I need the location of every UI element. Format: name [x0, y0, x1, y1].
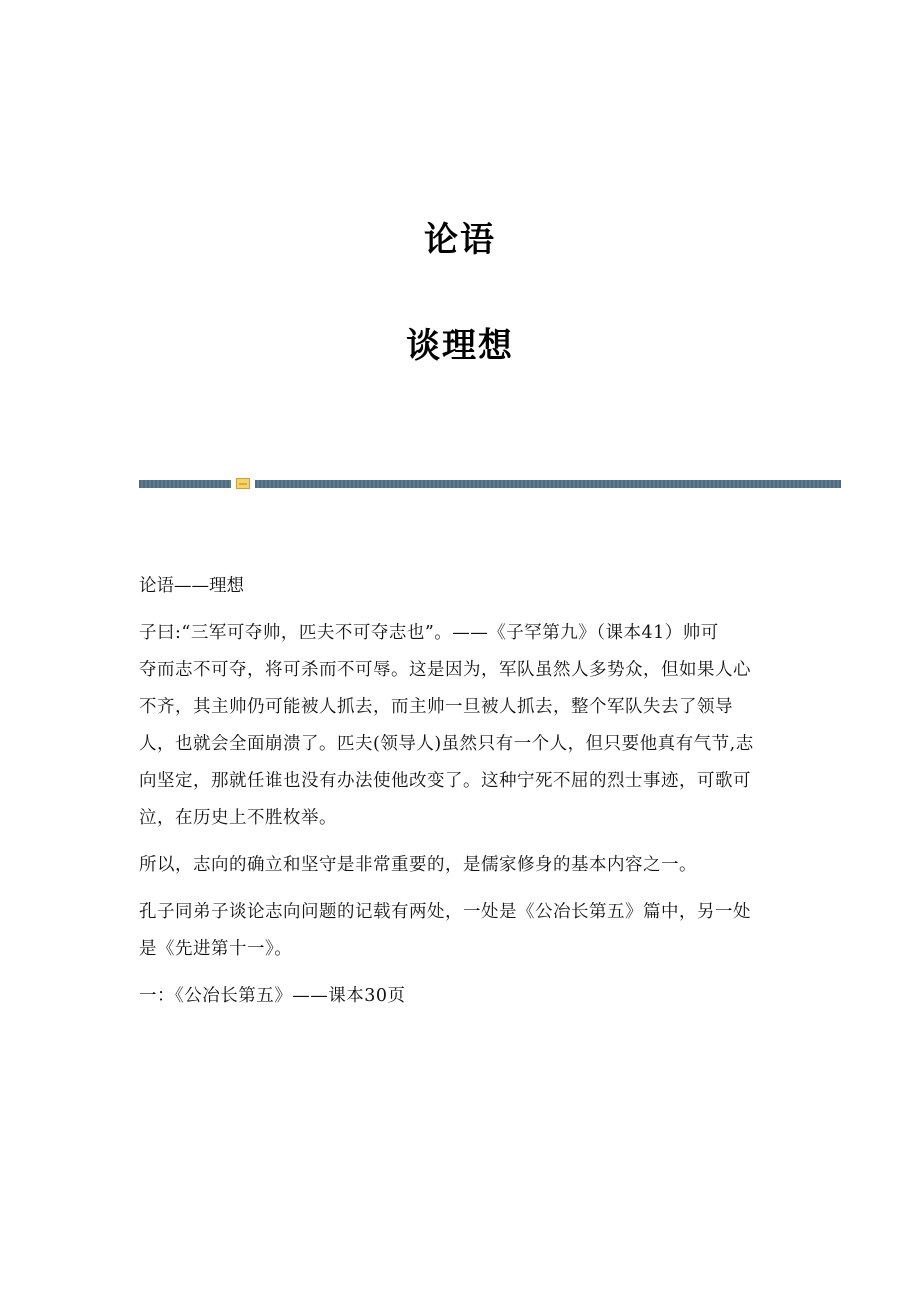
- divider-ornament-icon: [236, 478, 250, 489]
- paragraph-line: 向坚定，那就任谁也没有办法使他改变了。这种宁死不屈的烈士事迹，可歌可: [139, 771, 751, 791]
- divider-bar-right: [255, 480, 841, 488]
- paragraph-line: 子曰:“三军可夺帅，匹夫不可夺志也”。——《子罕第九》（课本41）帅可: [139, 623, 719, 643]
- paragraph-line: 泣，在历史上不胜枚举。: [139, 808, 337, 828]
- paragraph-4: [139, 978, 779, 1015]
- paragraph-line: 是《先进第十一》。: [139, 939, 293, 959]
- paragraph-line: 所以，志向的确立和坚守是非常重要的，是儒家修身的基本内容之一。: [139, 855, 697, 875]
- page-subtitle: 谈理想: [406, 326, 514, 366]
- page-title: 论语: [424, 220, 496, 260]
- paragraph-line: 一：《公冶长第五》——课本30页: [139, 986, 406, 1006]
- paragraph-line: 不齐，其主帅仍可能被人抓去，而主帅一旦被人抓去，整个军队失去了领导: [139, 697, 733, 717]
- decorative-divider: [139, 478, 841, 490]
- paragraph-line: 人，也就会全面崩溃了。匹夫(领导人)虽然只有一个人，但只要他真有气节,志: [139, 734, 754, 754]
- paragraph-2: [139, 847, 779, 884]
- paragraph-3: [139, 894, 779, 968]
- paragraph-line: 孔子同弟子谈论志向问题的记载有两处，一处是《公冶长第五》篇中，另一处: [139, 902, 751, 922]
- section-heading: 论语——理想: [139, 576, 244, 596]
- paragraph-1: [139, 615, 779, 837]
- divider-bar-left: [139, 480, 231, 488]
- paragraph-line: 夺而志不可夺，将可杀而不可辱。这是因为，军队虽然人多势众，但如果人心: [139, 660, 751, 680]
- document-body: [139, 568, 779, 1015]
